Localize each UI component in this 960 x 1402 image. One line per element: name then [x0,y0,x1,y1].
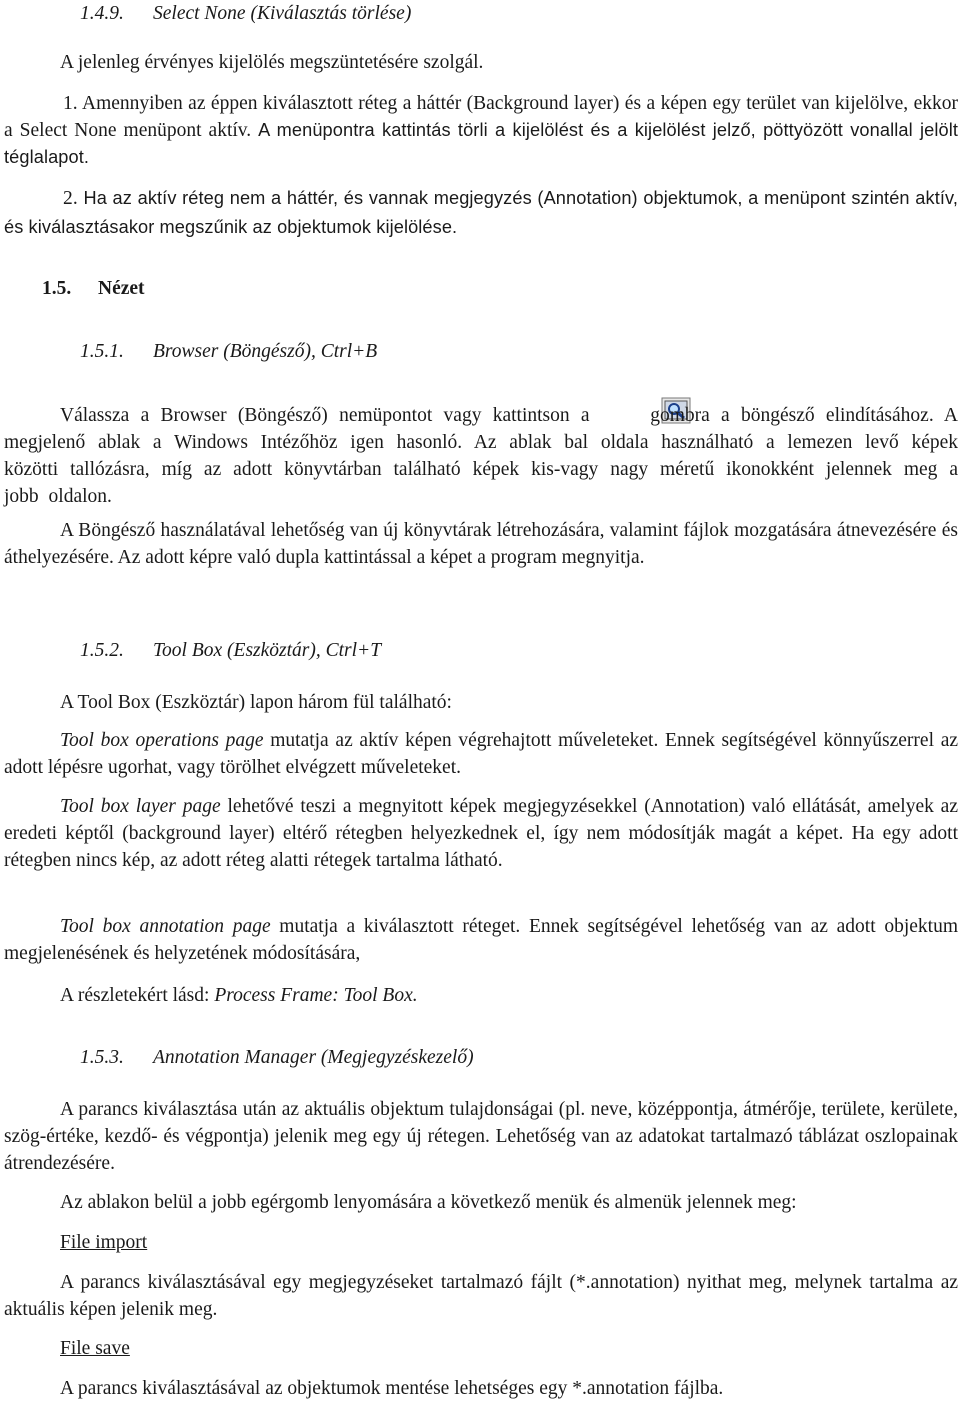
list-item-1 [4,90,958,171]
file-save-title: File save [60,1338,130,1359]
context-menu-paragraph: Az ablakon belül a jobb egérgomb lenyomására a következő menük és almenük jelennek meg: [60,1192,797,1213]
details-paragraph [60,982,958,1009]
heading-title: Select None (Kiválasztás törlése) [153,3,412,24]
heading-title: Nézet [98,278,145,299]
heading-1-5-3 [80,1044,960,1071]
heading-title: Tool Box (Eszköztár), Ctrl+T [153,640,382,661]
heading-1-5 [42,275,960,302]
toolbox-layer-text: lehetővé teszi a megnyitott képek megjegyzésekkel (Annotation) való ellátását, amelyek az eredeti képtől (background layer) eltérő rétegben helyezkednek el, így nem módosítják magát a képet. Ha egy adott rétegben nincs kép, az adott réteg alatti rétegek tartalma látható. [4,796,958,871]
toolbox-annotation-text: mutatja a kiválasztott réteget. Ennek segítségével lehetőség van az adott objektum megjelenésének és helyzetének módosítására, [4,916,958,964]
file-import-title: File import [60,1232,148,1253]
heading-title: Browser (Böngésző), Ctrl+B [153,341,378,362]
details-reference: Process Frame: Tool Box. [214,985,418,1006]
list-item-2-text: Ha az aktív réteg nem a háttér, és vannak megjegyzés (Annotation) objektumok, a menüpont szintén aktív, és kiválasztásakor megszűnik az objektumok kijelölése. [4,188,958,237]
browser-paragraph [4,397,958,510]
toolbox-operations-paragraph [4,727,958,781]
browser-paragraph-pre: Válassza a Browser (Böngésző) nemüpontot vagy kattintson a [60,405,590,426]
heading-number: 1.5.3. [80,1047,124,1068]
heading-1-4-9 [80,0,960,27]
heading-1-5-1 [80,338,960,365]
list-item-2 [4,184,958,241]
toolbox-annotation-paragraph [4,913,958,967]
browser-paragraph-post: gombra a böngésző elindításához. A megjelenő ablak a Windows Intézőhöz igen hasonló. Az ablak bal oldala használható a lemezen levő képek közötti tallózásra, míg az adott könyvtárban található képek kis-vagy nagy méretű ikonokként jelennek meg a jobb oldalon. [4,405,958,507]
heading-1-5-2 [80,637,960,664]
toolbox-annotation-term: Tool box annotation page [60,916,271,937]
annotation-manager-paragraph: A parancs kiválasztása után az aktuális objektum tulajdonságai (pl. neve, középpontja, átmérője, területe, kerülete, szög-értéke, kezdő- és végpontja) jelenik meg egy új rétegen. Lehetőség van az adatokat tartalmazó táblázat oszlopainak átrendezésére. [4,1099,958,1174]
intro-paragraph: A jelenleg érvényes kijelölés megszüntetésére szolgál. [60,52,484,73]
heading-number: 1.5. [42,278,72,299]
list-item-2-number: 2. [63,188,78,209]
list-item-1-text-a: 1. Amennyiben az éppen kiválasztott réteg a háttér (Background layer) és a képen egy terület van kijelölve, ekkor a Select None menüpont aktív. [4,93,958,141]
toolbox-operations-text: mutatja az aktív képen végrehajtott műveleteket. Ennek segítségével könnyűszerrel az adott lépésre ugorhat, vagy törölhet elvégzett műveleteket. [4,730,958,778]
file-import-paragraph: A parancs kiválasztásával egy megjegyzéseket tartalmazó fájlt (*.annotation) nyithat meg, melynek tartalma az aktuális képen jelenik meg. [4,1272,958,1320]
browser-magnifier-icon[interactable] [605,397,635,424]
heading-number: 1.5.1. [80,341,124,362]
file-save-paragraph: A parancs kiválasztásával az objektumok mentése lehetséges egy *.annotation fájlba. [60,1378,724,1399]
heading-title: Annotation Manager (Megjegyzéskezelő) [153,1047,474,1068]
toolbox-paragraph: A Tool Box (Eszköztár) lapon három fül található: [60,692,452,713]
heading-number: 1.4.9. [80,3,124,24]
toolbox-layer-term: Tool box layer page [60,796,221,817]
toolbox-layer-paragraph [4,793,958,874]
heading-number: 1.5.2. [80,640,124,661]
list-item-1-text-b: A menüpontra kattintás törli a kijelölést és a kijelölést jelző, pöttyözött vonallal jelölt téglalapot. [4,120,958,167]
toolbox-operations-term: Tool box operations page [60,730,264,751]
details-pre: A részletekért lásd: [60,985,210,1006]
browser-paragraph-2: A Böngésző használatával lehetőség van új könyvtárak létrehozására, valamint fájlok mozgatására átnevezésére és áthelyezésére. Az adott képre való dupla kattintással a képet a program megnyitja. [4,520,958,568]
